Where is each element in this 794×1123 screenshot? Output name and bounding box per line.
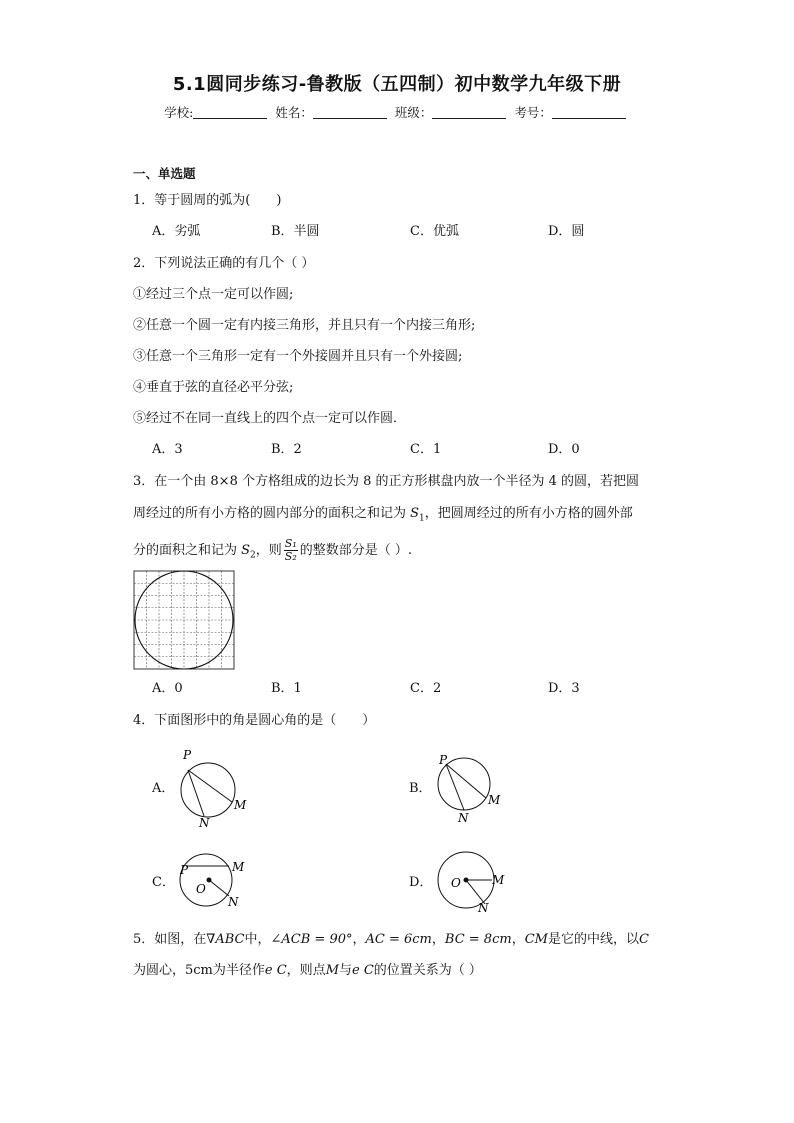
point-p-c: P	[180, 863, 189, 877]
section-heading: 一、单选题	[133, 166, 196, 181]
center-dot-d	[464, 878, 469, 883]
chord-pm-a	[188, 770, 232, 802]
circle-c-symbol-2: e C	[352, 963, 374, 978]
q4-option-a[interactable]: A．	[152, 781, 175, 796]
q4-figure-a	[172, 744, 262, 834]
q4-option-d[interactable]: D．	[409, 875, 433, 890]
segment-cm: CM	[524, 932, 548, 947]
q5-line-1	[133, 930, 649, 950]
point-p-b: P	[439, 753, 448, 767]
angle-acb: ∠ACB = 90°	[270, 932, 353, 947]
q5-l2-b: ，则点	[286, 963, 326, 978]
point-m-a: M	[234, 798, 247, 812]
point-n-a: N	[199, 816, 210, 830]
name-blank[interactable]	[313, 106, 387, 119]
q5-line-2	[133, 961, 482, 981]
point-n-d: N	[478, 901, 489, 915]
q4-stem: 4．下面图形中的角是圆心角的是（ ）	[133, 713, 376, 728]
q3-line-1: 3．在一个由 8×8 个方格组成的边长为 8 的正方形棋盘内放一个半径为 4 的圆，若把圆	[133, 474, 640, 489]
point-m: M	[325, 963, 339, 978]
chessboard-circle-figure	[133, 570, 235, 670]
q3-line3-b: ，则	[255, 543, 282, 558]
q4-option-b[interactable]: B．	[409, 781, 432, 796]
q5-l1-b: 中，	[244, 932, 271, 947]
q1-option-d[interactable]: D．圆	[548, 224, 585, 239]
chord-pm-b	[446, 764, 486, 798]
point-n-b: N	[458, 811, 469, 825]
class-label: 班级：	[394, 105, 433, 120]
q3-line-2	[133, 504, 633, 529]
q4-figure-c	[172, 846, 262, 916]
q2-option-c[interactable]: C．1	[410, 442, 442, 457]
q2-option-b[interactable]: B．2	[271, 442, 302, 457]
q1-option-a[interactable]: A．劣弧	[152, 224, 201, 239]
fraction-denominator: S₂	[284, 550, 297, 563]
q3-option-a[interactable]: A．0	[152, 681, 183, 696]
exam-no-blank[interactable]	[552, 106, 626, 119]
radius-on-c	[209, 880, 229, 896]
circle-c-symbol: e C	[264, 963, 287, 978]
point-m-b: M	[488, 793, 501, 807]
q3-line3-a: 分的面积之和记为	[133, 543, 242, 558]
point-o-d: O	[451, 876, 461, 890]
q5-l1-a: 5．如图，在	[133, 932, 207, 947]
student-info-line	[0, 103, 794, 121]
q2-stem: 2．下列说法正确的有几个（ ）	[133, 256, 315, 271]
s2-symbol: S	[241, 543, 251, 558]
q5-l2-a: 为圆心，5cm为半径作	[133, 963, 265, 978]
q4-figure-b	[430, 744, 520, 834]
q2-statement-2: ②任意一个圆一定有内接三角形，并且只有一个内接三角形;	[133, 318, 476, 333]
exam-no-label: 考号：	[514, 105, 552, 120]
q2-statement-1: ①经过三个点一定可以作圆;	[133, 287, 294, 302]
point-p-a: P	[183, 748, 192, 762]
s1-subscript: 1	[419, 513, 425, 524]
circle-c	[180, 854, 232, 906]
q1-stem: 1．等于圆周的弧为( )	[133, 193, 282, 208]
triangle-abc: ∇ABC	[206, 932, 245, 947]
s2-subscript: 2	[250, 550, 256, 561]
fraction-numerator: S₁	[284, 537, 297, 550]
school-label: 学校:	[164, 105, 194, 120]
point-c: C	[638, 932, 649, 947]
s1-over-s2-fraction	[284, 538, 298, 563]
q1-option-b[interactable]: B．半圆	[271, 224, 320, 239]
q4-option-c[interactable]: C．	[152, 875, 175, 890]
q3-line-3	[133, 538, 412, 568]
point-n-c: N	[228, 895, 239, 909]
chord-pn-a	[188, 770, 204, 816]
class-blank[interactable]	[432, 106, 506, 119]
q3-line2-a: 周经过的所有小方格的圆内部分的面积之和记为	[133, 506, 411, 521]
name-label: 姓名：	[275, 105, 313, 120]
doc-title: 5.1圆同步练习-鲁教版（五四制）初中数学九年级下册	[172, 74, 622, 95]
q5-l1-d: ，	[431, 932, 445, 947]
point-m-d: M	[492, 873, 505, 887]
q2-statement-5: ⑤经过不在同一直线上的四个点一定可以作圆．	[133, 411, 407, 426]
q2-option-a[interactable]: A．3	[152, 442, 183, 457]
point-o-c: O	[196, 882, 206, 896]
q3-option-d[interactable]: D．3	[548, 681, 580, 696]
q3-line3-c: 的整数部分是（ ）.	[299, 543, 413, 558]
q2-statement-3: ③任意一个三角形一定有一个外接圆并且只有一个外接圆;	[133, 349, 463, 364]
q5-l2-d: 的位置关系为（ ）	[373, 963, 482, 978]
q5-l1-f: 是它的中线，以	[547, 932, 639, 947]
q1-option-c[interactable]: C．优弧	[410, 224, 459, 239]
point-m-c: M	[232, 860, 245, 874]
q2-statement-4: ④垂直于弦的直径必平分弦;	[133, 380, 294, 395]
length-ac: AC = 6cm	[365, 932, 432, 947]
chord-pn-b	[446, 764, 464, 810]
center-dot-c	[207, 878, 212, 883]
q5-l2-c: 与	[339, 963, 353, 978]
q3-option-b[interactable]: B．1	[271, 681, 302, 696]
school-blank[interactable]	[193, 106, 267, 119]
q4-figure-d	[430, 846, 520, 916]
length-bc: BC = 8cm	[444, 932, 512, 947]
q2-option-d[interactable]: D．0	[548, 442, 580, 457]
q5-l1-c: ，	[352, 932, 366, 947]
q3-line2-b: ，把圆周经过的所有小方格的圆外部	[424, 506, 633, 521]
q3-option-c[interactable]: C．2	[410, 681, 442, 696]
q5-l1-e: ，	[511, 932, 525, 947]
s1-symbol: S	[410, 506, 420, 521]
